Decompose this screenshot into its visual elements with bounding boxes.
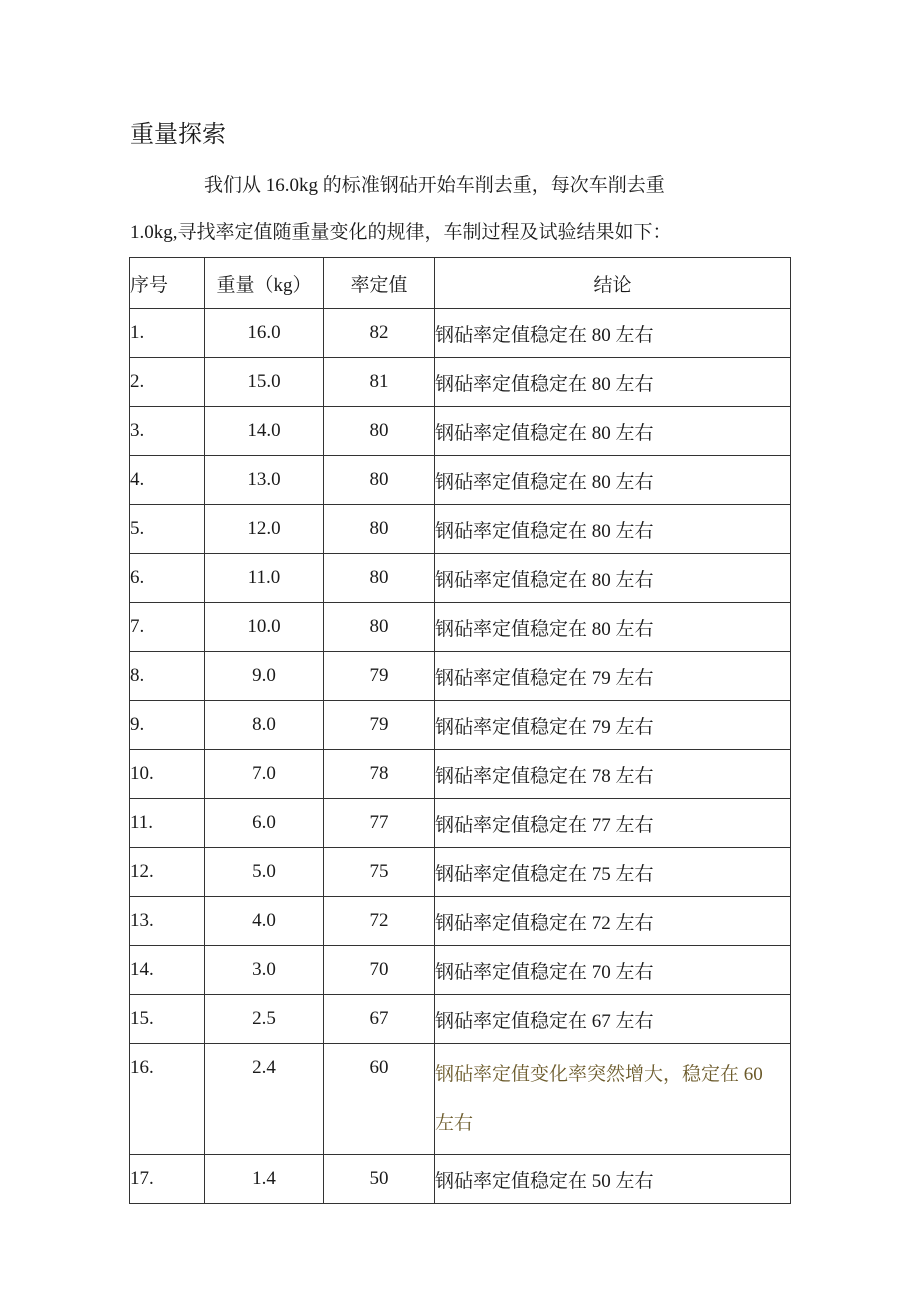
table-row — [130, 701, 791, 750]
cell-weight: 2.4 — [205, 1044, 324, 1155]
cell-value: 72 — [324, 897, 435, 946]
cell-value: 67 — [324, 995, 435, 1044]
header-conclusion: 结论 — [435, 258, 791, 309]
cell-weight: 4.0 — [205, 897, 324, 946]
table-row — [130, 554, 791, 603]
cell-value: 50 — [324, 1155, 435, 1204]
cell-value: 80 — [324, 505, 435, 554]
cell-index: 1. — [130, 309, 205, 358]
cell-value: 77 — [324, 799, 435, 848]
table-row — [130, 946, 791, 995]
cell-value: 80 — [324, 554, 435, 603]
page-title: 重量探索 — [130, 122, 226, 148]
table-row — [130, 603, 791, 652]
cell-value: 82 — [324, 309, 435, 358]
cell-conclusion: 钢砧率定值稳定在 70 左右 — [435, 946, 791, 995]
cell-value: 60 — [324, 1044, 435, 1155]
table-row — [130, 309, 791, 358]
cell-index: 4. — [130, 456, 205, 505]
cell-conclusion: 钢砧率定值稳定在 67 左右 — [435, 995, 791, 1044]
cell-index: 11. — [130, 799, 205, 848]
intro-line-2: 1.0kg,寻找率定值随重量变化的规律，车制过程及试验结果如下： — [130, 222, 672, 243]
table-row — [130, 750, 791, 799]
cell-index: 5. — [130, 505, 205, 554]
cell-index: 12. — [130, 848, 205, 897]
table-row — [130, 456, 791, 505]
table-row — [130, 1044, 791, 1155]
cell-index: 3. — [130, 407, 205, 456]
cell-weight: 1.4 — [205, 1155, 324, 1204]
cell-conclusion: 钢砧率定值稳定在 80 左右 — [435, 407, 791, 456]
cell-weight: 12.0 — [205, 505, 324, 554]
cell-conclusion: 钢砧率定值稳定在 77 左右 — [435, 799, 791, 848]
header-weight: 重量（kg） — [205, 258, 324, 309]
table-body — [130, 309, 791, 1204]
cell-conclusion: 钢砧率定值稳定在 78 左右 — [435, 750, 791, 799]
cell-weight: 6.0 — [205, 799, 324, 848]
cell-conclusion: 钢砧率定值稳定在 80 左右 — [435, 358, 791, 407]
table-row — [130, 652, 791, 701]
table-row — [130, 358, 791, 407]
cell-index: 13. — [130, 897, 205, 946]
cell-conclusion: 钢砧率定值稳定在 80 左右 — [435, 456, 791, 505]
cell-conclusion: 钢砧率定值稳定在 72 左右 — [435, 897, 791, 946]
cell-weight: 3.0 — [205, 946, 324, 995]
cell-weight: 8.0 — [205, 701, 324, 750]
cell-conclusion: 钢砧率定值稳定在 80 左右 — [435, 505, 791, 554]
results-table — [129, 257, 791, 1204]
cell-weight: 9.0 — [205, 652, 324, 701]
table-row — [130, 1155, 791, 1204]
table-row — [130, 848, 791, 897]
cell-index: 7. — [130, 603, 205, 652]
cell-index: 6. — [130, 554, 205, 603]
table-row — [130, 995, 791, 1044]
cell-conclusion: 钢砧率定值稳定在 79 左右 — [435, 701, 791, 750]
cell-index: 15. — [130, 995, 205, 1044]
cell-weight: 15.0 — [205, 358, 324, 407]
table-row — [130, 407, 791, 456]
table-row — [130, 897, 791, 946]
cell-value: 75 — [324, 848, 435, 897]
intro-line-1: 我们从 16.0kg 的标准钢砧开始车削去重，每次车削去重 — [204, 175, 665, 196]
cell-index: 14. — [130, 946, 205, 995]
cell-weight: 11.0 — [205, 554, 324, 603]
cell-value: 70 — [324, 946, 435, 995]
cell-weight: 7.0 — [205, 750, 324, 799]
cell-weight: 5.0 — [205, 848, 324, 897]
cell-conclusion: 钢砧率定值稳定在 80 左右 — [435, 554, 791, 603]
cell-conclusion: 钢砧率定值稳定在 50 左右 — [435, 1155, 791, 1204]
table-header-row — [130, 258, 791, 309]
cell-index: 9. — [130, 701, 205, 750]
cell-conclusion: 钢砧率定值变化率突然增大，稳定在 60 左右 — [435, 1044, 791, 1155]
header-index: 序号 — [130, 258, 205, 309]
cell-index: 17. — [130, 1155, 205, 1204]
cell-weight: 16.0 — [205, 309, 324, 358]
cell-weight: 14.0 — [205, 407, 324, 456]
cell-conclusion: 钢砧率定值稳定在 75 左右 — [435, 848, 791, 897]
cell-index: 8. — [130, 652, 205, 701]
cell-value: 80 — [324, 407, 435, 456]
cell-value: 80 — [324, 603, 435, 652]
cell-weight: 13.0 — [205, 456, 324, 505]
cell-value: 81 — [324, 358, 435, 407]
cell-weight: 10.0 — [205, 603, 324, 652]
cell-value: 79 — [324, 652, 435, 701]
cell-index: 16. — [130, 1044, 205, 1155]
cell-value: 78 — [324, 750, 435, 799]
cell-value: 80 — [324, 456, 435, 505]
cell-index: 10. — [130, 750, 205, 799]
cell-conclusion: 钢砧率定值稳定在 80 左右 — [435, 309, 791, 358]
table-row — [130, 505, 791, 554]
cell-conclusion: 钢砧率定值稳定在 80 左右 — [435, 603, 791, 652]
table-row — [130, 799, 791, 848]
cell-weight: 2.5 — [205, 995, 324, 1044]
cell-index: 2. — [130, 358, 205, 407]
cell-value: 79 — [324, 701, 435, 750]
header-value: 率定值 — [324, 258, 435, 309]
cell-conclusion: 钢砧率定值稳定在 79 左右 — [435, 652, 791, 701]
